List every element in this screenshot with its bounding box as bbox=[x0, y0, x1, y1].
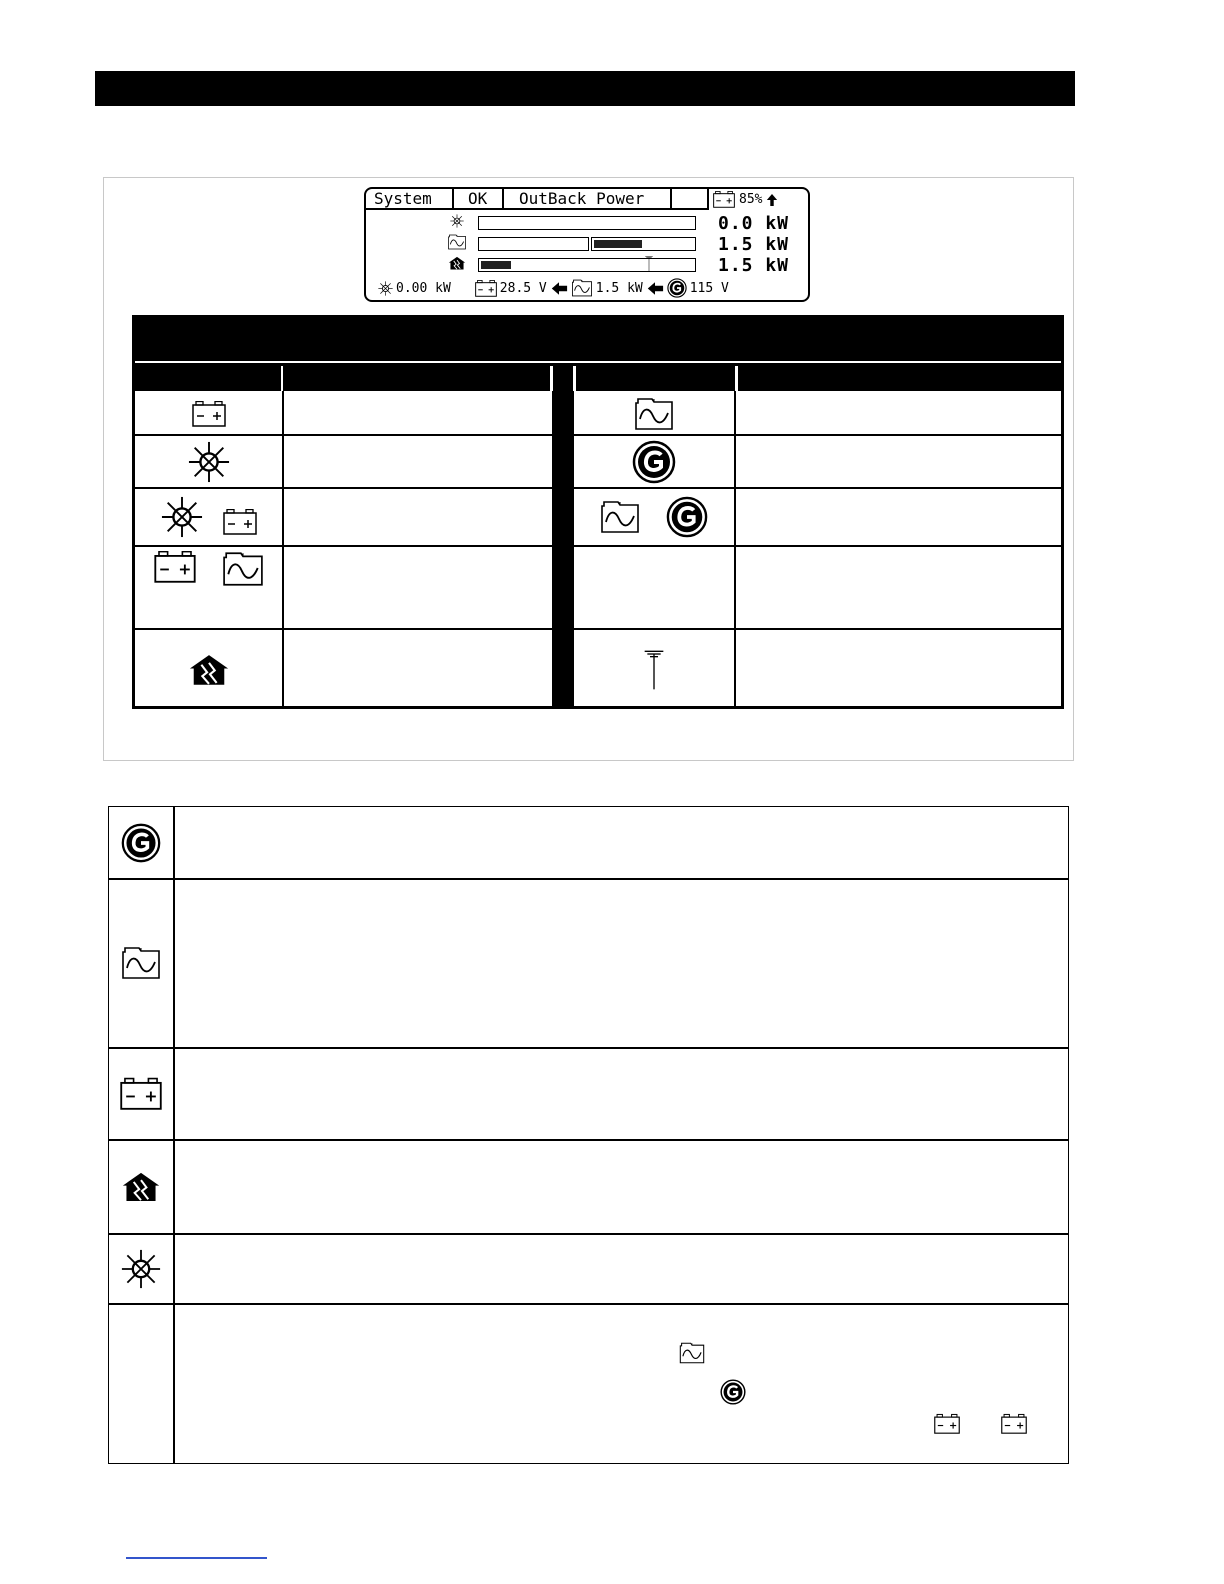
inverter-charge-bar bbox=[478, 237, 589, 251]
arrow-up-icon bbox=[766, 193, 778, 207]
system-status: OK bbox=[454, 189, 504, 210]
inverter-icon bbox=[571, 279, 593, 297]
marker-icon bbox=[645, 253, 653, 275]
grid-icon bbox=[632, 440, 676, 484]
icon-description-table bbox=[108, 806, 1069, 1464]
battery-soc-indicator bbox=[707, 189, 809, 210]
load-icon bbox=[188, 653, 230, 686]
inverter-icon bbox=[222, 551, 264, 587]
legend-cell-load bbox=[135, 630, 282, 709]
load-power-fill bbox=[481, 261, 511, 269]
grid-icon bbox=[666, 496, 708, 538]
battery-icon bbox=[192, 401, 226, 427]
display-figure bbox=[103, 177, 1074, 761]
grid-icon bbox=[121, 823, 161, 863]
lcd-screen bbox=[364, 187, 810, 302]
legend-subheader bbox=[135, 363, 1061, 391]
charge-controller-icon bbox=[121, 1249, 161, 1289]
charge-controller-icon bbox=[378, 281, 393, 296]
load-power-value: 1.5 kW bbox=[718, 255, 790, 276]
tab-system[interactable]: System bbox=[366, 189, 454, 210]
desc-row-charger bbox=[109, 1234, 173, 1303]
battery-voltage: 28.5 V bbox=[499, 280, 547, 296]
lcd-row-load bbox=[446, 255, 468, 271]
system-name: OutBack Power bbox=[504, 187, 672, 210]
grid-voltage: 115 V bbox=[689, 280, 729, 296]
battery-icon bbox=[223, 509, 257, 535]
battery-icon bbox=[154, 551, 196, 583]
battery-icon bbox=[934, 1413, 960, 1435]
arrow-left-icon bbox=[646, 281, 664, 296]
desc-row-load bbox=[109, 1140, 173, 1233]
arrow-left-icon bbox=[550, 281, 568, 296]
charger-power-value: 0.0 kW bbox=[718, 213, 790, 234]
lcd-summary-line bbox=[378, 278, 729, 298]
legend-cell-inverter-grid bbox=[574, 489, 734, 545]
load-power-bar bbox=[478, 258, 696, 272]
inverter-icon bbox=[634, 397, 674, 431]
inverter-output-bar bbox=[591, 237, 696, 251]
desc-row-battery bbox=[109, 1048, 173, 1139]
lcd-row-charger bbox=[446, 213, 468, 229]
charge-controller-icon bbox=[161, 496, 203, 538]
legend-cell-charger bbox=[135, 436, 282, 487]
section-header-bar bbox=[95, 71, 1075, 106]
icon-legend-table bbox=[132, 315, 1064, 709]
marker-icon bbox=[644, 642, 664, 698]
battery-icon bbox=[475, 280, 497, 297]
battery-icon bbox=[713, 191, 735, 208]
load-icon bbox=[121, 1171, 161, 1202]
legend-cell-marker bbox=[574, 630, 734, 709]
footer-link-underline[interactable] bbox=[126, 1557, 267, 1559]
legend-cell-battery-inverter bbox=[135, 547, 282, 602]
load-icon bbox=[448, 256, 466, 270]
legend-cell-battery bbox=[135, 393, 282, 434]
charge-controller-icon bbox=[188, 441, 230, 483]
charger-kw: 0.00 kW bbox=[396, 280, 451, 296]
battery-soc: 85% bbox=[739, 192, 763, 207]
desc-row-inverter bbox=[109, 879, 173, 1047]
inverter-kw: 1.5 kW bbox=[595, 280, 643, 296]
inverter-power-value: 1.5 kW bbox=[718, 234, 790, 255]
inverter-icon bbox=[121, 946, 161, 980]
desc-row-grid bbox=[109, 807, 173, 878]
grid-icon bbox=[720, 1379, 746, 1405]
legend-cell-grid bbox=[574, 436, 734, 487]
inverter-icon bbox=[447, 234, 467, 250]
inverter-output-fill bbox=[594, 240, 642, 248]
grid-icon bbox=[667, 278, 687, 298]
charger-power-bar bbox=[478, 216, 696, 230]
battery-icon bbox=[120, 1077, 162, 1111]
legend-header bbox=[135, 318, 1061, 361]
charge-controller-icon bbox=[450, 214, 464, 228]
legend-cell-inverter bbox=[574, 393, 734, 434]
lcd-row-inverter bbox=[446, 234, 468, 250]
battery-icon bbox=[1001, 1413, 1027, 1435]
legend-cell-charger-battery bbox=[135, 489, 282, 545]
inverter-icon bbox=[600, 500, 640, 534]
inverter-icon bbox=[679, 1341, 705, 1365]
